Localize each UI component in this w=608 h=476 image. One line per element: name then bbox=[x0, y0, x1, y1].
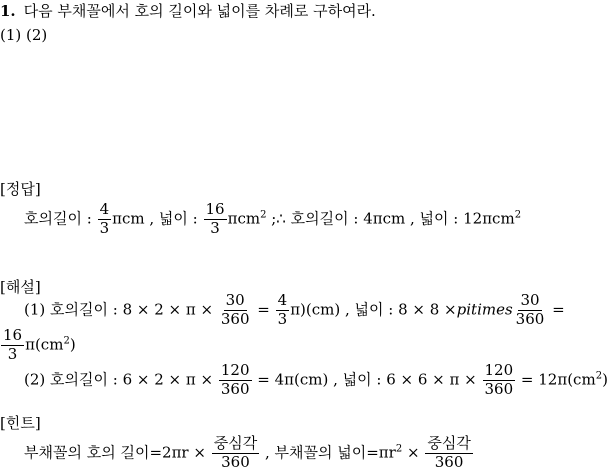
solution-part1-number: (1) bbox=[24, 300, 46, 319]
solution-p2-fraction-1 bbox=[219, 363, 252, 398]
answer-header: [정답] bbox=[0, 180, 41, 198]
solution-p1-equals: = bbox=[257, 300, 270, 319]
hint-area-formula: , 부채꼴의 넓이=πr bbox=[264, 443, 396, 462]
solution-part2-number: (2) bbox=[24, 370, 46, 389]
question-parts: (1) (2) bbox=[0, 26, 48, 44]
fraction-denominator: 3 bbox=[277, 309, 288, 328]
solution-p1-fraction-2 bbox=[276, 293, 290, 328]
solution-header: [해설] bbox=[0, 278, 41, 296]
hint-area-exponent: 2 bbox=[395, 443, 403, 455]
question-number: 1. bbox=[0, 2, 16, 20]
fraction-denominator: 360 bbox=[221, 452, 250, 471]
solution-p2-middle: = 4π(cm) , 넓이 : 6 × 6 × π × bbox=[257, 370, 477, 389]
hint-fraction-2 bbox=[425, 436, 472, 471]
question-text: 다음 부채꼴에서 호의 길이와 넓이를 차례로 구하여라. bbox=[23, 2, 376, 20]
solution-part1-line bbox=[24, 293, 565, 328]
solution-part1-continued bbox=[0, 328, 76, 363]
solution-p1-pitimes: pitimes bbox=[456, 300, 513, 319]
solution-p1-result-exponent: 2 bbox=[63, 335, 70, 347]
fraction-denominator: 360 bbox=[220, 379, 250, 398]
solution-part2-arc: 호의길이 : 6 × 2 × π × bbox=[50, 370, 214, 389]
solution-p2-result-close: ) bbox=[602, 370, 608, 389]
fraction-numerator: 16 bbox=[205, 200, 225, 218]
solution-p1-fraction-3 bbox=[514, 293, 547, 328]
fraction-numerator: 30 bbox=[520, 291, 540, 309]
solution-p2-result-exponent: 2 bbox=[595, 370, 603, 382]
fraction-numerator: 120 bbox=[220, 361, 250, 379]
fraction-numerator: 중심각 bbox=[427, 434, 471, 452]
solution-part2-line bbox=[24, 363, 608, 398]
solution-p1-fraction-4 bbox=[1, 328, 24, 363]
fraction-denominator: 360 bbox=[220, 309, 250, 328]
fraction-numerator: 30 bbox=[225, 291, 245, 309]
answer-area2-label: , 넓이 : 12πcm bbox=[410, 209, 515, 228]
fraction-denominator: 3 bbox=[7, 344, 18, 363]
answer-line bbox=[24, 202, 521, 237]
answer-area2-exponent: 2 bbox=[514, 209, 522, 221]
solution-p1-equals-2: = bbox=[552, 300, 565, 319]
fraction-denominator: 360 bbox=[484, 379, 514, 398]
solution-p2-result: = 12π(cm bbox=[520, 370, 596, 389]
solution-p1-area-text: π)(cm) , 넓이 : 8 × 8 × bbox=[290, 300, 457, 319]
fraction-denominator: 3 bbox=[210, 218, 220, 237]
fraction-denominator: 3 bbox=[99, 218, 110, 237]
answer-arc1-label: 호의길이 : bbox=[24, 209, 92, 228]
fraction-numerator: 중심각 bbox=[213, 434, 258, 452]
hint-times: × bbox=[406, 443, 420, 462]
answer-arc2-text: 호의길이 : 4πcm bbox=[290, 209, 406, 228]
fraction-numerator: 4 bbox=[277, 291, 288, 309]
solution-p1-fraction-1 bbox=[219, 293, 252, 328]
answer-area1-fraction bbox=[204, 202, 227, 237]
fraction-denominator: 360 bbox=[515, 309, 545, 328]
hint-header: [힌트] bbox=[0, 414, 41, 432]
hint-arc-formula: 부채꼴의 호의 길이=2πr × bbox=[24, 443, 206, 462]
answer-area1-exponent: 2 bbox=[260, 209, 267, 221]
hint-fraction-1 bbox=[212, 436, 259, 471]
hint-line bbox=[24, 436, 474, 471]
solution-part1-arc: 호의길이 : 8 × 2 × π × bbox=[50, 300, 214, 319]
fraction-numerator: 16 bbox=[3, 326, 23, 344]
answer-separator: ;∴ bbox=[271, 209, 286, 228]
fraction-numerator: 4 bbox=[99, 200, 110, 218]
fraction-numerator: 120 bbox=[484, 361, 514, 379]
answer-arc1-fraction bbox=[98, 202, 112, 237]
solution-p1-result-close: ) bbox=[69, 335, 76, 354]
answer-area1-unit: πcm bbox=[227, 209, 261, 228]
solution-p2-fraction-2 bbox=[483, 363, 516, 398]
question-line bbox=[0, 4, 376, 19]
answer-area1-label: , 넓이 : bbox=[149, 209, 198, 228]
solution-p1-result: π(cm bbox=[25, 335, 64, 354]
answer-arc1-unit: πcm bbox=[112, 209, 145, 228]
fraction-denominator: 360 bbox=[434, 452, 464, 471]
